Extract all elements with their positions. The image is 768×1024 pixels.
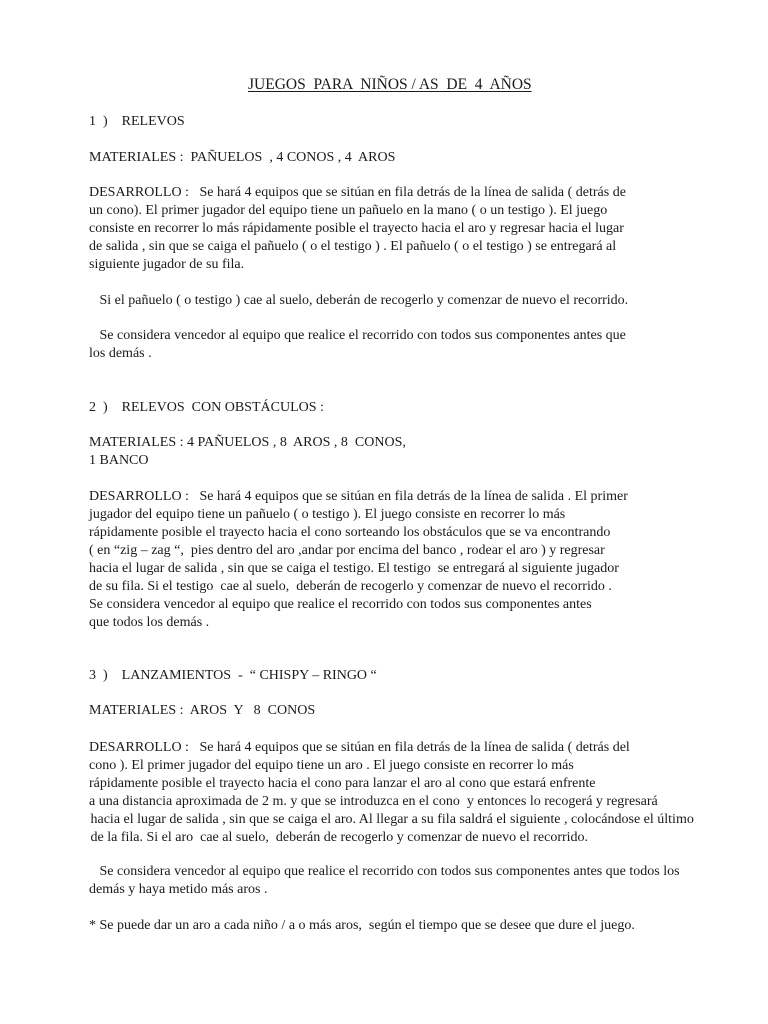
text-line: hacia el lugar de salida , sin que se caiga el testigo. El testigo se entregará al siguiente jugador [89, 561, 619, 576]
text-line: 3 ) LANZAMIENTOS - “ CHISPY – RINGO “ [89, 668, 377, 683]
text-line: ( en “zig – zag “, pies dentro del aro ,andar por encima del banco , rodear el aro ) y regresar [89, 543, 605, 558]
text-line: demás y haya metido más aros . [89, 882, 268, 897]
text-line: Se considera vencedor al equipo que realice el recorrido con todos sus componentes antes que todos los [89, 864, 680, 879]
text-line: 1 BANCO [89, 453, 149, 468]
text-line: 1 ) RELEVOS [89, 114, 185, 129]
text-line: DESARROLLO : Se hará 4 equipos que se sitúan en fila detrás de la línea de salida ( detrás de [89, 185, 626, 200]
text-line: DESARROLLO : Se hará 4 equipos que se sitúan en fila detrás de la línea de salida . El primer [89, 489, 628, 504]
text-line: que todos los demás . [89, 615, 210, 630]
text-line: de su fila. Si el testigo cae al suelo, deberán de recogerlo y comenzar de nuevo el recorrido . [89, 579, 612, 594]
text-line: Se considera vencedor al equipo que realice el recorrido con todos sus componentes antes que [89, 328, 626, 343]
text-line: rápidamente posible el trayecto hacia el cono para lanzar el aro al cono que estará enfrente [89, 776, 596, 791]
text-line: Se considera vencedor al equipo que realice el recorrido con todos sus componentes antes [89, 597, 592, 612]
text-line: hacia el lugar de salida , sin que se caiga el aro. Al llegar a su fila saldrá el siguiente , colocándose el último [87, 812, 694, 827]
text-line: DESARROLLO : Se hará 4 equipos que se sitúan en fila detrás de la línea de salida ( detrás del [89, 740, 630, 755]
text-line: de la fila. Si el aro cae al suelo, deberán de recogerlo y comenzar de nuevo el recorrido. [87, 830, 589, 845]
text-line: un cono). El primer jugador del equipo tiene un pañuelo en la mano ( o un testigo ). El juego [89, 203, 608, 218]
text-line: siguiente jugador de su fila. [89, 257, 245, 272]
text-line: de salida , sin que se caiga el pañuelo ( o el testigo ) . El pañuelo ( o el testigo ) se entregará al [89, 239, 617, 254]
text-line: jugador del equipo tiene un pañuelo ( o testigo ). El juego consiste en recorrer lo más [89, 507, 566, 522]
text-line: cono ). El primer jugador del equipo tiene un aro . El juego consiste en recorrer lo más [89, 758, 574, 773]
text-line: MATERIALES : AROS Y 8 CONOS [89, 703, 316, 718]
text-line: MATERIALES : PAÑUELOS , 4 CONOS , 4 AROS [89, 150, 396, 165]
text-line: Si el pañuelo ( o testigo ) cae al suelo, deberán de recogerlo y comenzar de nuevo el recorrido. [89, 293, 629, 308]
text-line: rápidamente posible el trayecto hacia el cono sorteando los obstáculos que se va encontrando [89, 525, 611, 540]
text-line: * Se puede dar un aro a cada niño / a o más aros, según el tiempo que se desee que dure el juego. [89, 918, 635, 933]
text-line: a una distancia aproximada de 2 m. y que se introduzca en el cono y entonces lo recogerá y regresará [89, 794, 658, 809]
text-line: consiste en recorrer lo más rápidamente posible el trayecto hacia el aro y regresar hacia el lugar [89, 221, 624, 236]
text-line: MATERIALES : 4 PAÑUELOS , 8 AROS , 8 CONOS, [89, 435, 406, 450]
document-title: JUEGOS PARA NIÑOS / AS DE 4 AÑOS [248, 76, 532, 93]
text-line: los demás . [89, 346, 152, 361]
text-line: 2 ) RELEVOS CON OBSTÁCULOS : [89, 400, 324, 415]
